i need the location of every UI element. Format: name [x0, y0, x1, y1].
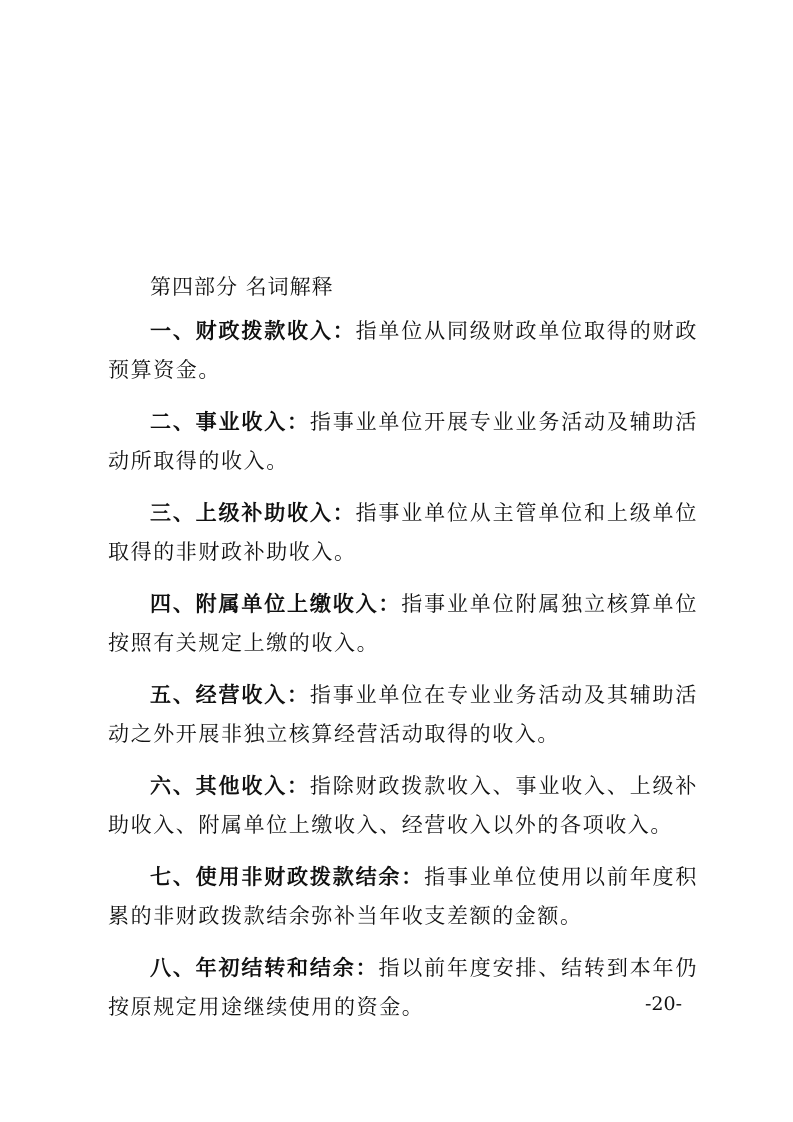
page-number: -20- [645, 993, 683, 1015]
term-label: 八、年初结转和结余： [150, 956, 379, 980]
term-label: 一、财政拨款收入： [150, 319, 356, 343]
term-item [108, 585, 698, 663]
term-item [108, 676, 698, 754]
term-definition: 指事业单位在专业业务活动及其辅助活动之外开展非独立核算经营活动取得的收入。 [108, 683, 698, 746]
term-item [108, 494, 698, 572]
term-item [108, 858, 698, 936]
term-definition: 指除财政拨款收入、事业收入、上级补助收入、附属单位上缴收入、经营收入以外的各项收入。 [108, 774, 698, 837]
term-definition: 指单位从同级财政单位取得的财政预算资金。 [108, 319, 698, 382]
term-label: 三、上级补助收入： [150, 501, 356, 525]
term-item [108, 767, 698, 845]
term-label: 七、使用非财政拨款结余： [150, 865, 425, 889]
term-list [108, 312, 698, 1040]
term-item [108, 312, 698, 390]
section-heading: 第四部分 名词解释 [150, 275, 334, 299]
term-definition: 指事业单位使用以前年度积累的非财政拨款结余弥补当年收支差额的金额。 [108, 865, 698, 928]
term-definition: 指以前年度安排、结转到本年仍按原规定用途继续使用的资金。 [108, 956, 698, 1019]
term-definition: 指事业单位开展专业业务活动及辅助活动所取得的收入。 [108, 410, 698, 473]
term-label: 五、经营收入： [150, 683, 310, 707]
term-definition: 指事业单位附属独立核算单位按照有关规定上缴的收入。 [108, 592, 698, 655]
term-label: 四、附属单位上缴收入： [150, 592, 402, 616]
term-definition: 指事业单位从主管单位和上级单位取得的非财政补助收入。 [108, 501, 698, 564]
term-label: 二、事业收入： [150, 410, 310, 434]
term-label: 六、其他收入： [150, 774, 310, 798]
term-item [108, 403, 698, 481]
term-item [108, 949, 698, 1027]
